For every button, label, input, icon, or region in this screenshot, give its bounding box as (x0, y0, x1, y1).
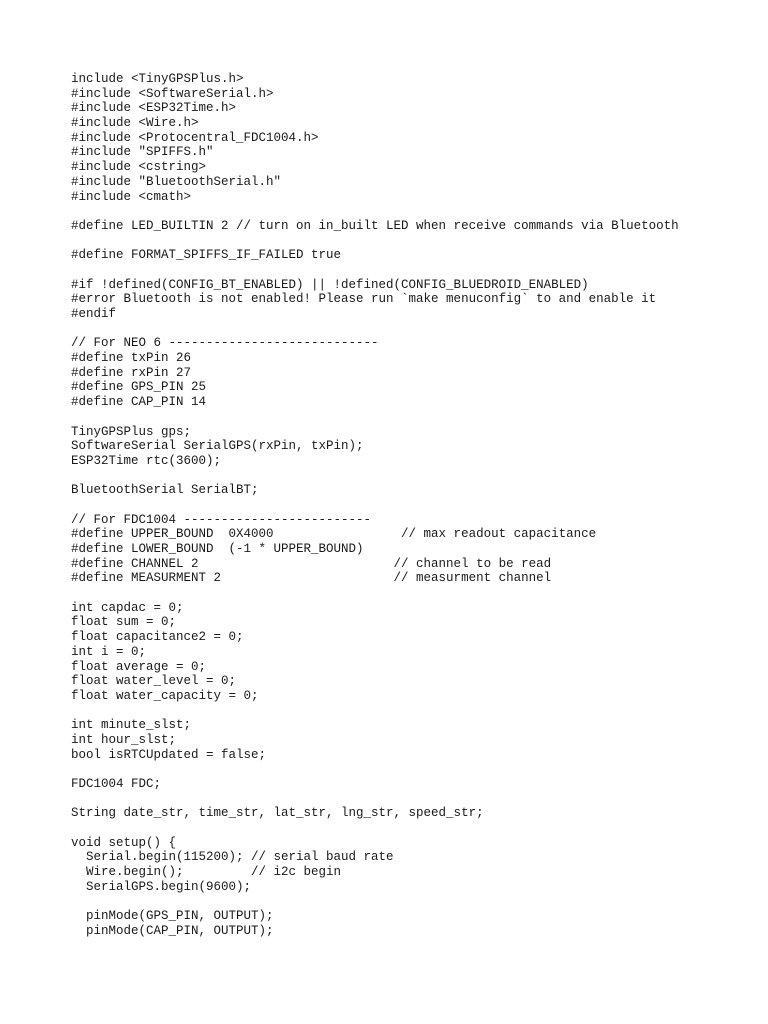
code-line: void setup() { (71, 835, 177, 850)
code-line: int minute_slst; (71, 718, 192, 733)
code-line: // For FDC1004 ------------------------- (71, 512, 372, 527)
code-line: ESP32Time rtc(3600); (71, 453, 222, 468)
code-line (71, 762, 679, 777)
code-line: // For NEO 6 ---------------------------- (71, 336, 379, 351)
code-line: include <TinyGPSPlus.h> (71, 72, 244, 86)
code-line: #define rxPin 27 (71, 365, 192, 380)
code-line: int capdac = 0; (71, 600, 184, 615)
code-line: #include <Protocentral_FDC1004.h> (71, 130, 319, 145)
code-line: int i = 0; (71, 644, 147, 659)
code-line: pinMode(GPS_PIN, OUTPUT); (71, 909, 274, 924)
code-line: #define MEASURMENT 2 // measurment channel (71, 571, 552, 586)
code-line (71, 895, 679, 910)
code-line: FDC1004 FDC; (71, 777, 162, 791)
code-line: #define UPPER_BOUND 0X4000 // max readout capacitance (71, 527, 597, 542)
code-line: SoftwareSerial SerialGPS(rxPin, txPin); (71, 439, 364, 454)
code-line (71, 586, 679, 601)
code-line: #endif (71, 307, 117, 321)
code-line: Wire.begin(); // i2c begin (71, 865, 342, 880)
code-line: #include <SoftwareSerial.h> (71, 86, 274, 101)
source-code-listing (71, 72, 679, 939)
code-line (71, 792, 679, 807)
code-line (71, 704, 679, 719)
code-line: String date_str, time_str, lat_str, lng_str, speed_str; (71, 806, 484, 821)
code-line (71, 469, 679, 484)
code-line: BluetoothSerial SerialBT; (71, 483, 259, 498)
code-line (71, 204, 679, 219)
code-line: #if !defined(CONFIG_BT_ENABLED) || !defined(CONFIG_BLUEDROID_ENABLED) (71, 277, 589, 292)
code-line (71, 234, 679, 249)
code-line: Serial.begin(115200); // serial baud rate (71, 850, 394, 865)
code-line: pinMode(CAP_PIN, OUTPUT); (71, 923, 274, 938)
code-line: #include <Wire.h> (71, 116, 199, 131)
code-line: float average = 0; (71, 659, 207, 674)
code-line: int hour_slst; (71, 732, 177, 747)
code-line: #include <ESP32Time.h> (71, 101, 237, 116)
code-line: #define LED_BUILTIN 2 // turn on in_built LED when receive commands via Bluetooth (71, 218, 679, 233)
code-line: #include "SPIFFS.h" (71, 145, 214, 160)
code-line (71, 410, 679, 425)
code-line: #define txPin 26 (71, 351, 192, 366)
code-line: #include "BluetoothSerial.h" (71, 174, 282, 189)
code-line: #define LOWER_BOUND (-1 * UPPER_BOUND) (71, 542, 364, 556)
code-line: float capacitance2 = 0; (71, 630, 244, 645)
code-line: #define GPS_PIN 25 (71, 380, 207, 395)
code-line: #error Bluetooth is not enabled! Please run `make menuconfig` to and enable it (71, 292, 657, 307)
code-line (71, 322, 679, 337)
code-line: SerialGPS.begin(9600); (71, 879, 252, 894)
code-line: #define FORMAT_SPIFFS_IF_FAILED true (71, 248, 342, 263)
code-line: float water_capacity = 0; (71, 688, 259, 703)
code-line (71, 498, 679, 513)
code-line (71, 263, 679, 278)
code-line: float water_level = 0; (71, 674, 237, 689)
code-line (71, 821, 679, 836)
code-line: float sum = 0; (71, 615, 177, 630)
code-line: bool isRTCUpdated = false; (71, 747, 267, 762)
code-line: TinyGPSPlus gps; (71, 424, 192, 439)
code-line: #define CAP_PIN 14 (71, 395, 207, 410)
code-line: #include <cmath> (71, 189, 192, 204)
code-line: #include <cstring> (71, 160, 207, 175)
code-line: #define CHANNEL 2 // channel to be read (71, 556, 552, 571)
